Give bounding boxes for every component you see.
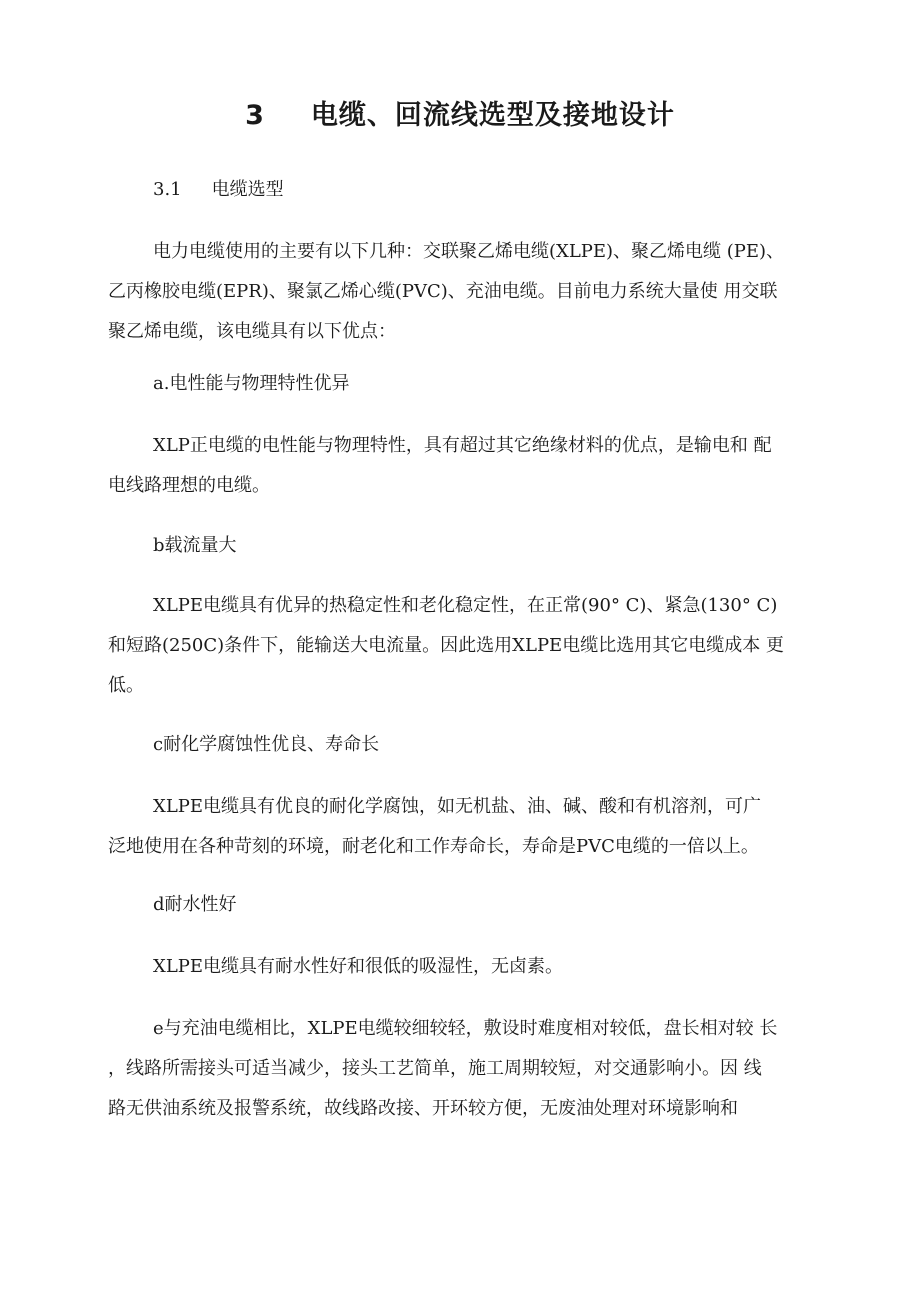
paragraph-line: 电力电缆使用的主要有以下几种：交联聚乙烯电缆(XLPE)、聚乙烯电缆 (PE)、 xyxy=(153,241,785,262)
paragraph-line: 乙丙橡胶电缆(EPR)、聚氯乙烯心缆(PVC)、充油电缆。目前电力系统大量使 用交联 xyxy=(108,281,778,302)
paragraph-e xyxy=(108,1009,820,1129)
intro-paragraph xyxy=(108,232,820,352)
paragraph-d: XLPE电缆具有耐水性好和很低的吸湿性，无卤素。 xyxy=(153,956,564,977)
paragraph-a xyxy=(108,426,820,506)
paragraph-line: XLPE电缆具有优异的热稳定性和老化稳定性，在正常(90° C)、紧急(130° C) xyxy=(153,595,778,616)
section-title: 电缆选型 xyxy=(211,179,284,200)
paragraph-line: ，线路所需接头可适当减少，接头工艺简单，施工周期较短，对交通影响小。因 线 xyxy=(108,1058,762,1079)
paragraph-line: 和短路(250C)条件下，能输送大电流量。因此选用XLPE电缆比选用其它电缆成本 更 xyxy=(108,635,784,656)
subheading-a: a.电性能与物理特性优异 xyxy=(153,373,350,394)
paragraph-line: 聚乙烯电缆，该电缆具有以下优点： xyxy=(108,321,396,342)
subheading-c: c耐化学腐蚀性优良、寿命长 xyxy=(153,734,380,755)
chapter-title xyxy=(0,96,920,136)
paragraph-b xyxy=(108,586,820,706)
paragraph-c xyxy=(108,787,820,867)
subheading-d: d耐水性好 xyxy=(153,894,237,915)
subheading-b: b载流量大 xyxy=(153,535,237,556)
paragraph-line: 路无供油系统及报警系统，故线路改接、开环较方便，无废油处理对环境影响和 xyxy=(108,1098,738,1119)
chapter-title-text: 电缆、回流线选型及接地设计 xyxy=(310,100,675,131)
chapter-number: 3 xyxy=(245,100,265,131)
paragraph-line: XLP正电缆的电性能与物理特性，具有超过其它绝缘材料的优点，是输电和 配 xyxy=(153,435,772,456)
paragraph-line: 泛地使用在各种苛刻的环境，耐老化和工作寿命长，寿命是PVC电缆的一倍以上。 xyxy=(108,836,759,857)
paragraph-line: e与充油电缆相比，XLPE电缆较细较轻，敷设时难度相对较低，盘长相对较 长 xyxy=(153,1018,778,1039)
paragraph-line: 低。 xyxy=(108,675,144,696)
section-number: 3.1 xyxy=(153,179,182,200)
paragraph-line: XLPE电缆具有优良的耐化学腐蚀，如无机盐、油、碱、酸和有机溶剂，可广 xyxy=(153,796,762,817)
section-heading xyxy=(108,170,865,210)
paragraph-line: 电线路理想的电缆。 xyxy=(108,475,270,496)
